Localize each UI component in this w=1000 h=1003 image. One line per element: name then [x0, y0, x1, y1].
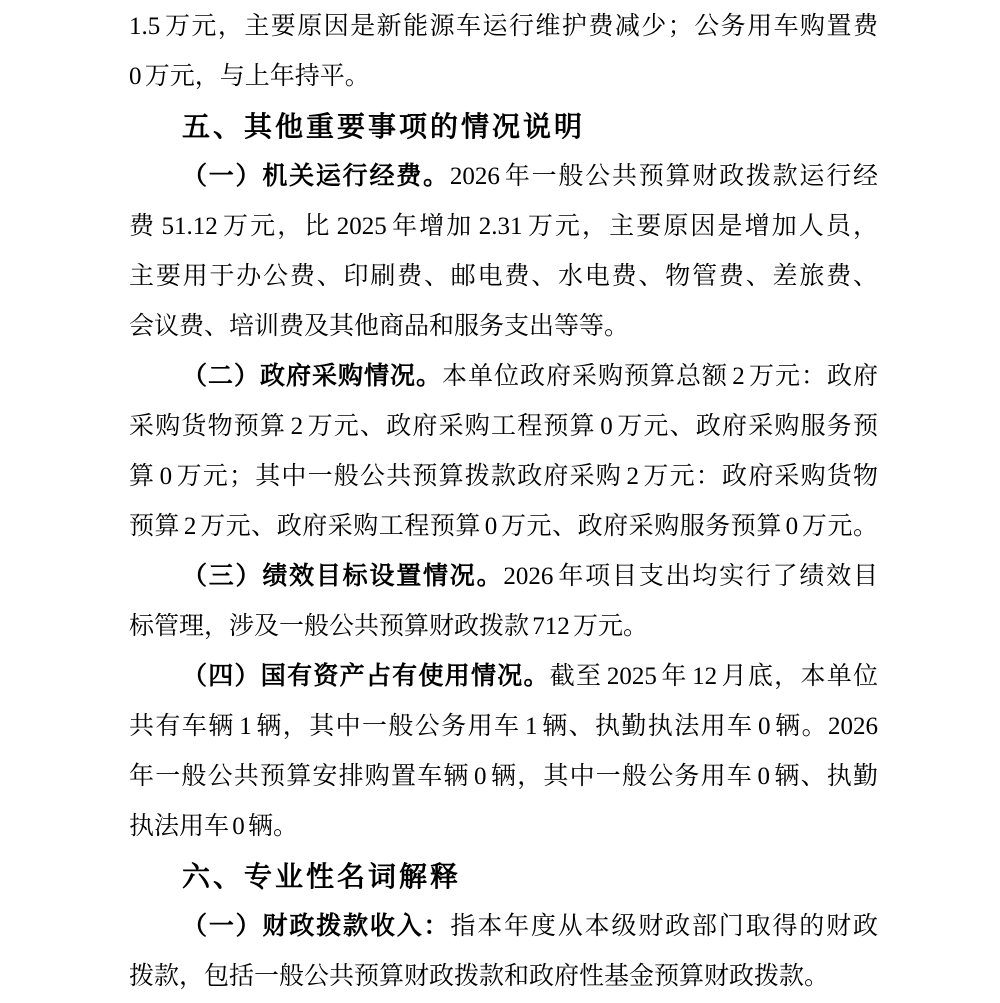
- paragraph-text: 指本年度从本级财政部门取得的财政: [450, 913, 878, 940]
- text-line: 会议费、培训费及其他商品和服务支出等等。: [129, 313, 630, 340]
- text-line: [129, 652, 878, 702]
- paragraph-text: 2026 年一般公共预算财政拨款运行经: [449, 163, 878, 190]
- text-line: 年一般公共预算安排购置车辆 0 辆，其中一般公务用车 0 辆、执勤: [129, 763, 878, 790]
- paragraph-lead: （一）财政拨款收入：: [182, 913, 451, 940]
- text-line: [129, 552, 878, 602]
- text-line: [129, 352, 878, 402]
- text-line: 主要用于办公费、印刷费、邮电费、水电费、物管费、差旅费、: [129, 263, 878, 290]
- text-line: 标管理，涉及一般公共预算财政拨款 712 万元。: [129, 613, 649, 640]
- text-line: 算 0 万元；其中一般公共预算拨款政府采购 2 万元：政府采购货物: [129, 463, 878, 490]
- paragraph-lead: （三）绩效目标设置情况。: [182, 563, 504, 590]
- paragraph-lead: （四）国有资产占有使用情况。: [182, 663, 550, 690]
- text-line: 0 万元，与上年持平。: [129, 63, 370, 90]
- text-line: [129, 152, 878, 202]
- text-line: 执法用车 0 辆。: [129, 813, 299, 840]
- document-body: [129, 2, 878, 1002]
- paragraph-lead: （二）政府采购情况。: [182, 363, 442, 390]
- text-line: 1.5 万元，主要原因是新能源车运行维护费减少；公务用车购置费: [129, 13, 878, 40]
- text-line: 预算 2 万元、政府采购工程预算 0 万元、政府采购服务预算 0 万元。: [129, 513, 878, 540]
- section-heading: 六、专业性名词解释: [182, 861, 462, 892]
- paragraph-lead: （一）机关运行经费。: [182, 163, 450, 190]
- paragraph-text: 本单位政府采购预算总额 2 万元：政府: [442, 363, 878, 390]
- section-heading: 五、其他重要事项的情况说明: [182, 111, 586, 142]
- text-line: [129, 902, 878, 952]
- text-line: 费 51.12 万元，比 2025 年增加 2.31 万元，主要原因是增加人员，: [129, 213, 878, 240]
- text-line: 共有车辆 1 辆，其中一般公务用车 1 辆、执勤执法用车 0 辆。2026: [129, 713, 878, 740]
- text-line: 拨款，包括一般公共预算财政拨款和政府性基金预算财政拨款。: [129, 963, 830, 990]
- paragraph-text: 截至 2025 年 12 月底，本单位: [549, 663, 878, 690]
- paragraph-text: 2026 年项目支出均实行了绩效目: [503, 563, 878, 590]
- text-line: 采购货物预算 2 万元、政府采购工程预算 0 万元、政府采购服务预: [129, 413, 878, 440]
